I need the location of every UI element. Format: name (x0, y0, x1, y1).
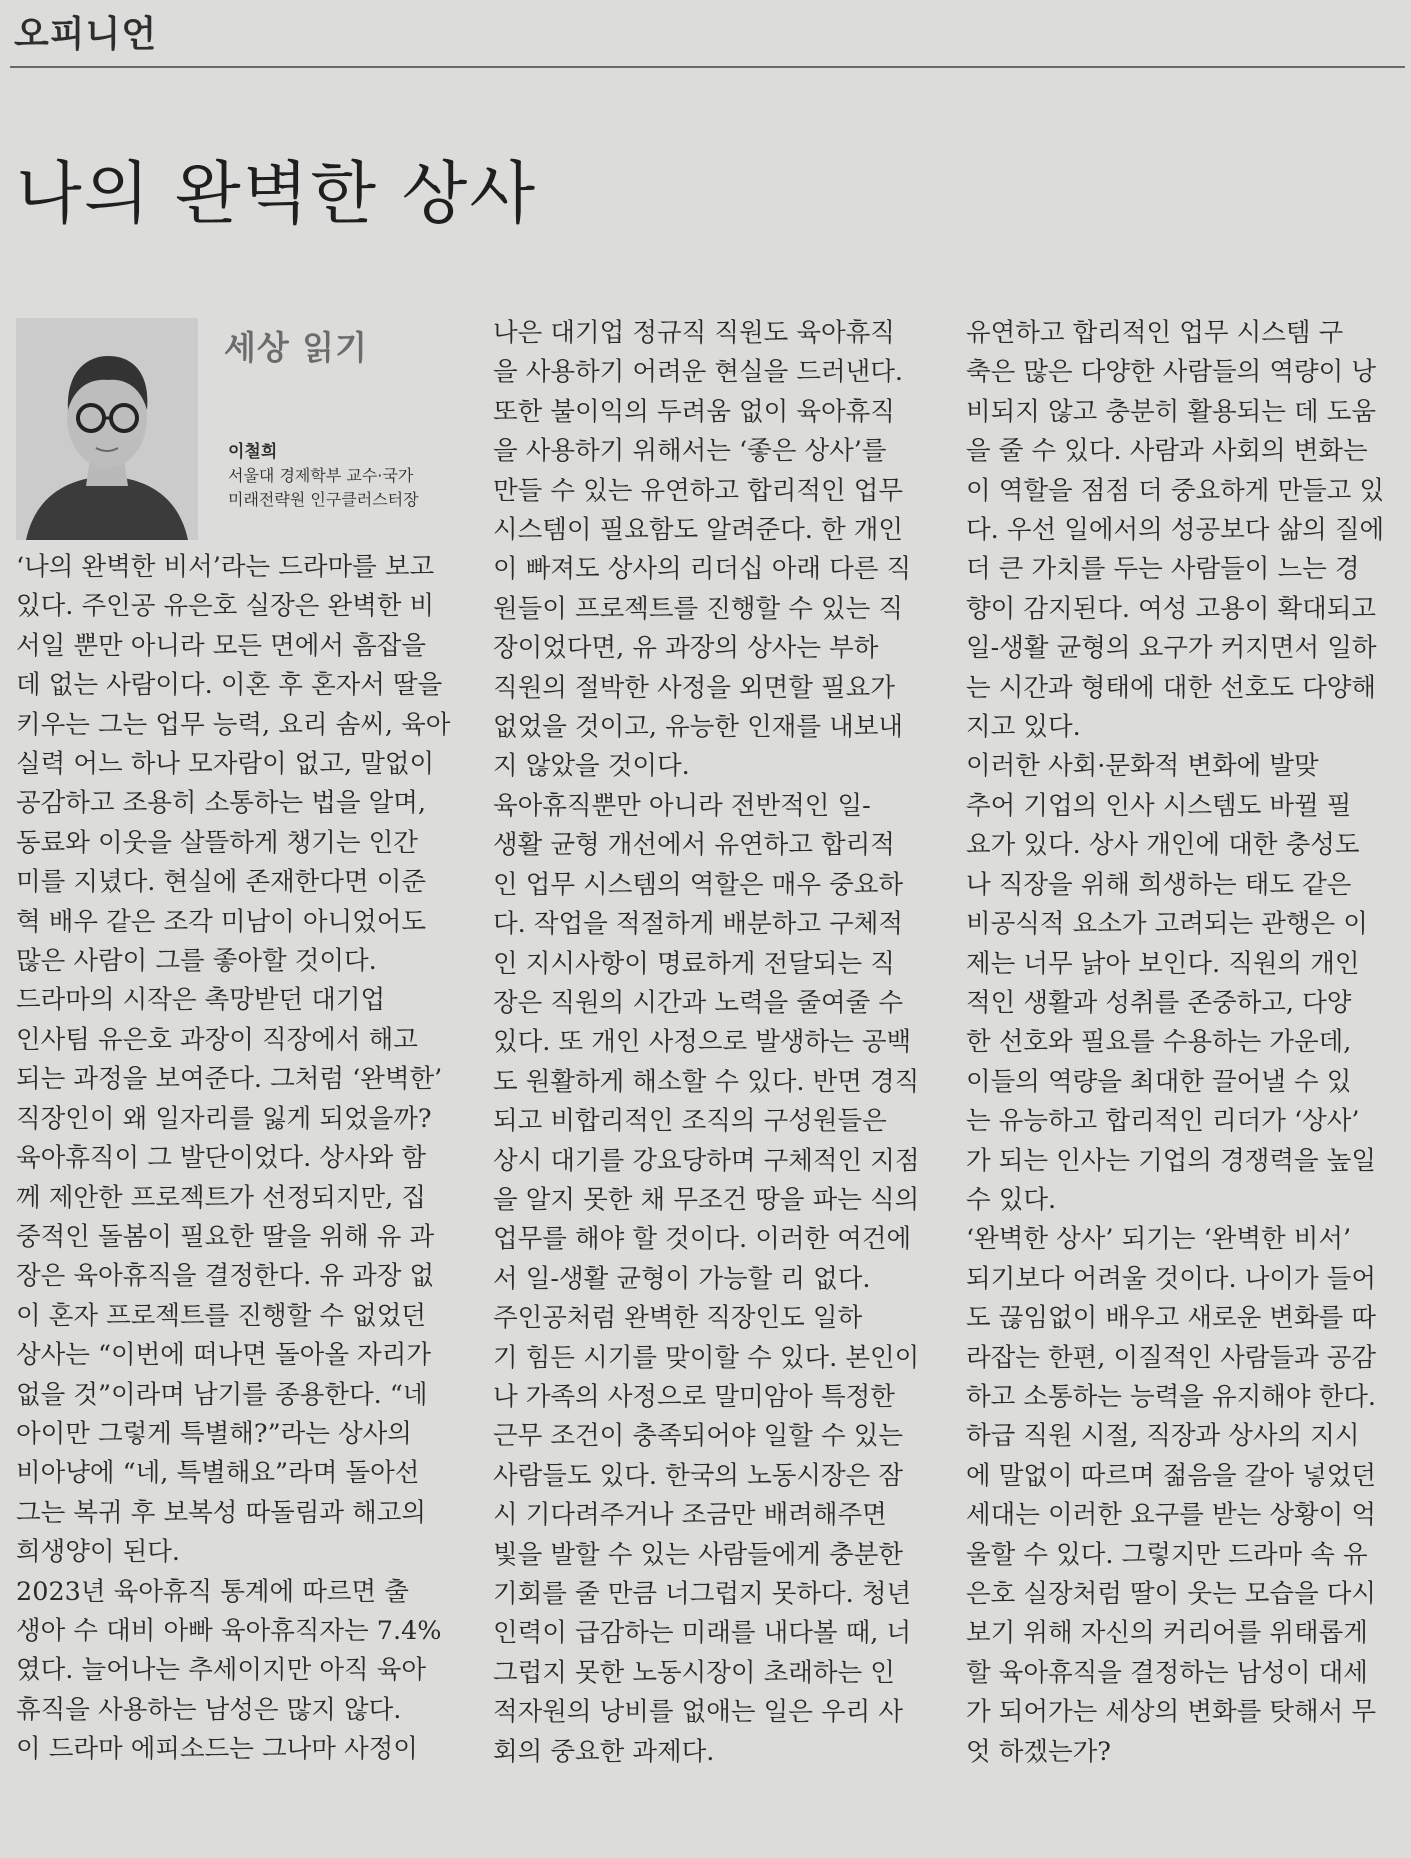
author-name: 이철희 (228, 442, 278, 462)
article-line: 사람들도 있다. 한국의 노동시장은 잠 (493, 1460, 904, 1491)
article-line: 인 지시사항이 명료하게 전달되는 직 (493, 948, 895, 979)
article-line: 다. 우선 일에서의 성공보다 삶의 질에 (966, 515, 1385, 546)
article-line: 시스템이 필요함도 알려준다. 한 개인 (493, 515, 904, 546)
article-line: 빛을 발할 수 있는 사람들에게 충분한 (493, 1539, 904, 1570)
article-column-1 (16, 548, 460, 1770)
article-line: 회의 중요한 과제다. (493, 1736, 715, 1767)
article-line: 인력이 급감하는 미래를 내다볼 때, 너 (493, 1618, 912, 1649)
article-line: 원들이 프로젝트를 진행할 수 있는 직 (493, 593, 904, 624)
article-line: 혁 배우 같은 조각 미남이 아니었어도 (16, 906, 427, 937)
article-line: 가 되는 인사는 기업의 경쟁력을 높일 (966, 1145, 1377, 1176)
article-line: 을 사용하기 어려운 현실을 드러낸다. (493, 357, 904, 388)
article-line: 지 않았을 것이다. (493, 751, 690, 782)
author-photo (16, 318, 198, 540)
article-line: 서 일-생활 균형이 가능할 리 없다. (493, 1263, 871, 1294)
article-line: 중적인 돌봄이 필요한 딸을 위해 유 과 (16, 1221, 435, 1252)
article-line: 휴직을 사용하는 남성은 많지 않다. (16, 1694, 402, 1725)
author-affiliation-line: 미래전략원 인구클러스터장 (228, 490, 419, 509)
article-line: 비아냥에 “네, 특별해요”라며 돌아선 (16, 1458, 420, 1489)
article-column-2 (493, 314, 921, 1772)
article-line: 을 알지 못한 채 무조건 땅을 파는 식의 (493, 1184, 920, 1215)
headline: 나의 완벽한 상사 (16, 155, 538, 234)
article-line: 서일 뿐만 아니라 모든 면에서 흠잡을 (16, 630, 427, 661)
article-line: 는 유능하고 합리적인 리더가 ‘상사’ (966, 1106, 1360, 1137)
article-line: 에 말없이 따르며 젊음을 갈아 넣었던 (966, 1460, 1377, 1491)
article-line: 있다. 또 개인 사정으로 발생하는 공백 (493, 1027, 912, 1058)
article-line: 비되지 않고 충분히 활용되는 데 도움 (966, 396, 1377, 427)
article-line: 상사는 “이번에 떠나면 돌아올 자리가 (16, 1340, 431, 1371)
article-line: 울할 수 있다. 그렇지만 드라마 속 유 (966, 1539, 1368, 1570)
article-line: 이 드라마 에피소드는 그나마 사정이 (16, 1734, 418, 1765)
article-line: 하급 직원 시절, 직장과 상사의 지시 (966, 1421, 1360, 1452)
article-line: 장은 직원의 시간과 노력을 줄여줄 수 (493, 987, 904, 1018)
article-line: ‘나의 완벽한 비서’라는 드라마를 보고 (16, 552, 435, 582)
article-line: 엇 하겠는가? (966, 1736, 1111, 1767)
article-line: 데 없는 사람이다. 이혼 후 혼자서 딸을 (16, 670, 443, 701)
article-line: 직원의 절박한 사정을 외면할 필요가 (493, 672, 895, 703)
article-line: 이들의 역량을 최대한 끌어낼 수 있 (966, 1066, 1352, 1097)
article-line: 장은 육아휴직을 결정한다. 유 과장 없 (16, 1261, 435, 1292)
article-line: 인 업무 시스템의 역할은 매우 중요하 (493, 869, 904, 900)
top-rule (10, 66, 1405, 68)
article-line: 아이만 그렇게 특별해?”라는 상사의 (16, 1418, 412, 1449)
article-line: 을 줄 수 있다. 사람과 사회의 변화는 (966, 436, 1368, 467)
article-line: 업무를 해야 할 것이다. 이러한 여건에 (493, 1224, 912, 1255)
article-line: 장이었다면, 유 과장의 상사는 부하 (493, 633, 879, 664)
section-label: 오피니언 (14, 14, 158, 55)
article-line: 는 시간과 형태에 대한 선호도 다양해 (966, 672, 1377, 703)
article-line: 기 힘든 시기를 맞이할 수 있다. 본인이 (493, 1342, 920, 1373)
article-line: ‘완벽한 상사’ 되기는 ‘완벽한 비서’ (966, 1224, 1352, 1255)
article-line: 생활 균형 개선에서 유연하고 합리적 (493, 830, 895, 861)
article-line: 있다. 주인공 유은호 실장은 완벽한 비 (16, 591, 435, 622)
article-line: 없었을 것이고, 유능한 인재를 내보내 (493, 712, 904, 743)
article-line: 다. 작업을 적절하게 배분하고 구체적 (493, 909, 904, 940)
article-line: 였다. 늘어나는 추세이지만 아직 육아 (16, 1655, 427, 1686)
article-line: 일-생활 균형의 요구가 커지면서 일하 (966, 633, 1377, 664)
article-line: 희생양이 된다. (16, 1537, 181, 1568)
article-line: 나은 대기업 정규직 직원도 육아휴직 (493, 318, 895, 348)
article-line: 을 사용하기 위해서는 ‘좋은 상사’를 (493, 436, 887, 467)
article-line: 생아 수 대비 아빠 육아휴직자는 7.4% (16, 1615, 442, 1646)
article-line: 키우는 그는 업무 능력, 요리 솜씨, 육아 (16, 709, 451, 740)
article-line: 많은 사람이 그를 좋아할 것이다. (16, 946, 377, 977)
article-line: 2023년 육아휴직 통계에 따르면 출 (16, 1576, 409, 1607)
article-line: 육아휴직뿐만 아니라 전반적인 일- (493, 790, 871, 821)
article-line: 나 가족의 사정으로 말미암아 특정한 (493, 1381, 895, 1412)
article-line: 세대는 이러한 요구를 받는 상황이 억 (966, 1500, 1377, 1531)
article-line: 근무 조건이 충족되어야 일할 수 있는 (493, 1421, 904, 1452)
article-line: 실력 어느 하나 모자람이 없고, 말없이 (16, 749, 435, 780)
article-line: 할 육아휴직을 결정하는 남성이 대세 (966, 1657, 1368, 1688)
article-line: 드라마의 시작은 촉망받던 대기업 (16, 985, 386, 1016)
article-line: 직장인이 왜 일자리를 잃게 되었을까? (16, 1103, 432, 1134)
article-line: 제는 너무 낡아 보인다. 직원의 개인 (966, 948, 1360, 979)
article-line: 미를 지녔다. 현실에 존재한다면 이준 (16, 867, 427, 898)
article-line: 한 선호와 필요를 수용하는 가운데, (966, 1027, 1352, 1058)
article-line: 수 있다. (966, 1184, 1057, 1215)
article-line: 없을 것”이라며 남기를 종용한다. “네 (16, 1379, 428, 1410)
article-line: 시 기다려주거나 조금만 배려해주면 (493, 1500, 887, 1531)
article-line: 이 역할을 점점 더 중요하게 만들고 있 (966, 475, 1385, 506)
article-line: 주인공처럼 완벽한 직장인도 일하 (493, 1303, 863, 1334)
article-line: 되는 과정을 보여준다. 그처럼 ‘완벽한’ (16, 1064, 443, 1095)
author-affiliation-line: 서울대 경제학부 교수·국가 (228, 466, 414, 485)
column-name: 세상 읽기 (224, 328, 369, 367)
article-line: 가 되어가는 세상의 변화를 탓해서 무 (966, 1697, 1377, 1728)
article-line: 지고 있다. (966, 712, 1081, 743)
article-line: 그럽지 못한 노동시장이 초래하는 인 (493, 1657, 895, 1688)
article-line: 되고 비합리적인 조직의 구성원들은 (493, 1106, 887, 1137)
article-line: 상시 대기를 강요당하며 구체적인 지점 (493, 1145, 920, 1176)
article-line: 공감하고 조용히 소통하는 법을 알며, (16, 788, 427, 819)
article-line: 이 빠져도 상사의 리더십 아래 다른 직 (493, 554, 912, 585)
article-line: 께 제안한 프로젝트가 선정되지만, 집 (16, 1182, 427, 1213)
article-line: 축은 많은 다양한 사람들의 역량이 낭 (966, 357, 1377, 388)
article-line: 도 끊임없이 배우고 새로운 변화를 따 (966, 1303, 1377, 1334)
article-line: 육아휴직이 그 발단이었다. 상사와 함 (16, 1143, 427, 1174)
article-line: 되기보다 어려울 것이다. 나이가 들어 (966, 1263, 1377, 1294)
article-line: 유연하고 합리적인 업무 시스템 구 (966, 318, 1344, 348)
article-line: 하고 소통하는 능력을 유지해야 한다. (966, 1381, 1377, 1412)
article-line: 은호 실장처럼 딸이 웃는 모습을 다시 (966, 1579, 1377, 1609)
article-line: 나 직장을 위해 희생하는 태도 같은 (966, 869, 1352, 900)
article-line: 적인 생활과 성취를 존중하고, 다양 (966, 987, 1352, 1018)
article-line: 도 원활하게 해소할 수 있다. 반면 경직 (493, 1066, 920, 1097)
article-line: 비공식적 요소가 고려되는 관행은 이 (966, 909, 1368, 940)
author-portrait (16, 318, 198, 540)
article-line: 기회를 줄 만큼 너그럽지 못하다. 청년 (493, 1579, 912, 1609)
article-line: 인사팀 유은호 과장이 직장에서 해고 (16, 1024, 418, 1055)
article-line: 그는 복귀 후 보복성 따돌림과 해고의 (16, 1497, 427, 1528)
article-line: 보기 위해 자신의 커리어를 위태롭게 (966, 1618, 1368, 1649)
article-line: 또한 불이익의 두려움 없이 육아휴직 (493, 396, 895, 427)
article-line: 요가 있다. 상사 개인에 대한 충성도 (966, 830, 1360, 861)
article-line: 이 혼자 프로젝트를 진행할 수 없었던 (16, 1300, 427, 1331)
article-line: 만들 수 있는 유연하고 합리적인 업무 (493, 475, 904, 506)
article-line: 동료와 이웃을 살뜰하게 챙기는 인간 (16, 827, 418, 858)
article-line: 라잡는 한편, 이질적인 사람들과 공감 (966, 1342, 1377, 1373)
article-line: 추어 기업의 인사 시스템도 바뀔 필 (966, 790, 1352, 821)
article-column-3 (966, 314, 1388, 1772)
article-line: 적자원의 낭비를 없애는 일은 우리 사 (493, 1697, 904, 1728)
author-block (228, 440, 458, 512)
article-line: 더 큰 가치를 두는 사람들이 느는 경 (966, 554, 1360, 585)
article-line: 이러한 사회·문화적 변화에 발맞 (966, 751, 1319, 782)
article-line: 향이 감지된다. 여성 고용이 확대되고 (966, 593, 1377, 624)
